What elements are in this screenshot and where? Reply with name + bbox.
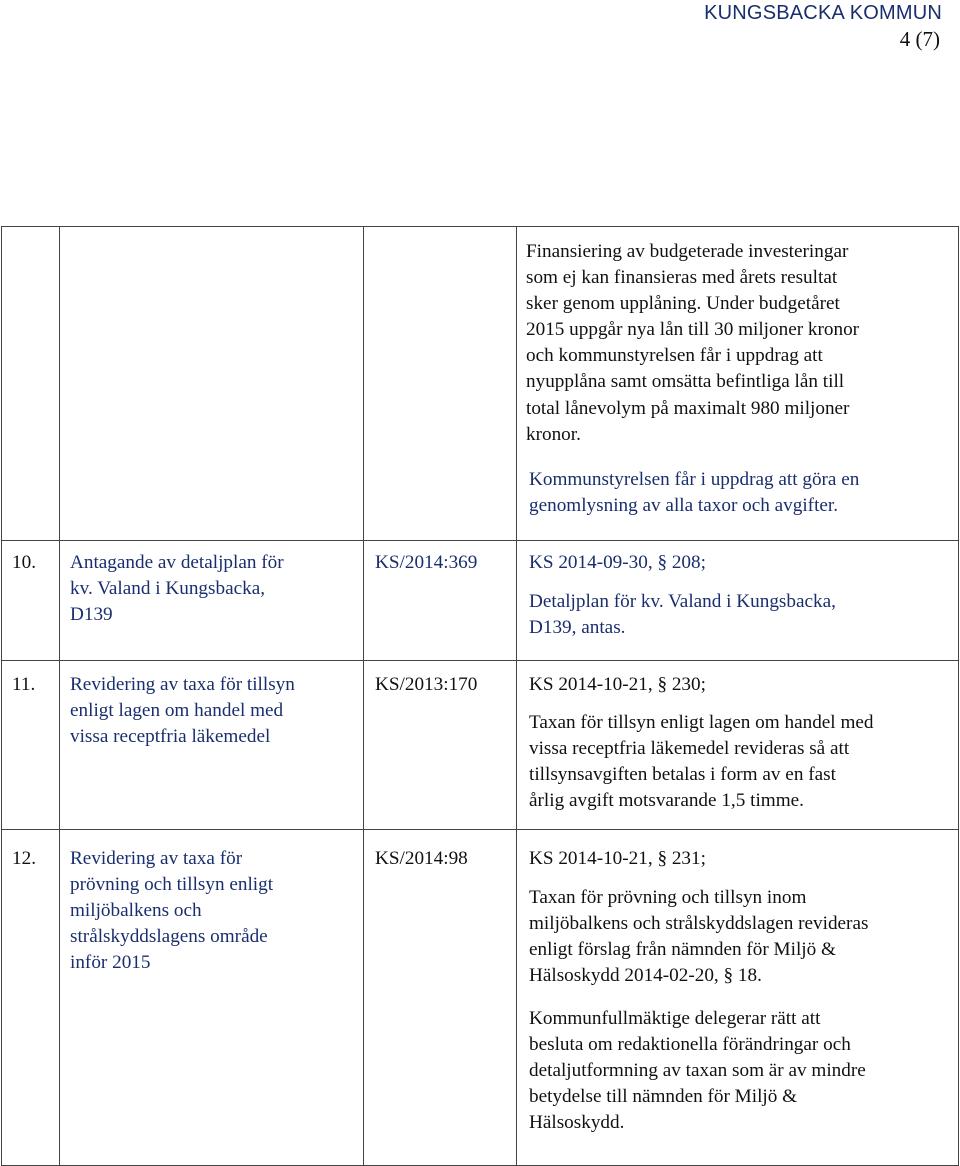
row-divider [1,829,959,830]
decision-text: Taxan för prövning och tillsyn inom miljöbalkens och strålskyddslagen revideras enligt förslag från nämnden för Miljö & Hälsoskydd 2014-02-20, § 18. [529,887,869,987]
organization-name: KUNGSBACKA KOMMUN [704,2,942,24]
delegation-text: Kommunfullmäktige delegerar rätt att besluta om redaktionella förändringar och detaljutformning av taxan som är av mindre betydelse till nämnden för Miljö & Hälsoskydd. [529,1008,866,1134]
decision-text: Detaljplan för kv. Valand i Kungsbacka, D139, antas. [529,591,836,639]
reference: KS 2014-10-21, § 231; [529,848,706,869]
row-divider [1,660,959,661]
reference: KS 2014-10-21, § 230; [529,674,706,695]
case-id: KS/2014:369 [375,552,478,573]
financing-paragraph: Finansiering av budgeterade investeringar som ej kan finansieras med årets resultat sker genom upplåning. Under budgetåret 2015 uppgår nya lån till 30 miljoner kronor och kommunstyrelsen får i uppdrag att nyupplåna samt omsätta befintliga lån till total lånevolym på maximalt 980 miljoner kronor. [526,241,860,445]
case-id: KS/2014:98 [375,848,468,869]
column-divider [363,226,364,1166]
item-title: Revidering av taxa för tillsyn enligt lagen om handel med vissa receptfria läkemedel [70,674,295,748]
item-number: 11. [12,674,36,695]
item-number: 12. [12,848,36,869]
item-number: 10. [12,552,36,573]
item-title: Revidering av taxa för prövning och tillsyn enligt miljöbalkens och strålskyddslagens område inför 2015 [70,848,274,974]
case-id: KS/2013:170 [375,674,478,695]
reference: KS 2014-09-30, § 208; [529,552,706,573]
item-title: Antagande av detaljplan för kv. Valand i Kungsbacka, D139 [70,552,284,626]
decision-text: Taxan för tillsyn enligt lagen om handel med vissa receptfria läkemedel revideras så att tillsynsavgiften betalas i form av en fast årlig avgift motsvarande 1,5 timme. [529,712,874,812]
row-divider [1,540,959,541]
page-number: 4 (7) [899,27,940,51]
assignment-paragraph: Kommunstyrelsen får i uppdrag att göra en genomlysning av alla taxor och avgifter. [529,469,860,517]
column-divider [59,226,60,1166]
column-divider [516,226,517,1166]
